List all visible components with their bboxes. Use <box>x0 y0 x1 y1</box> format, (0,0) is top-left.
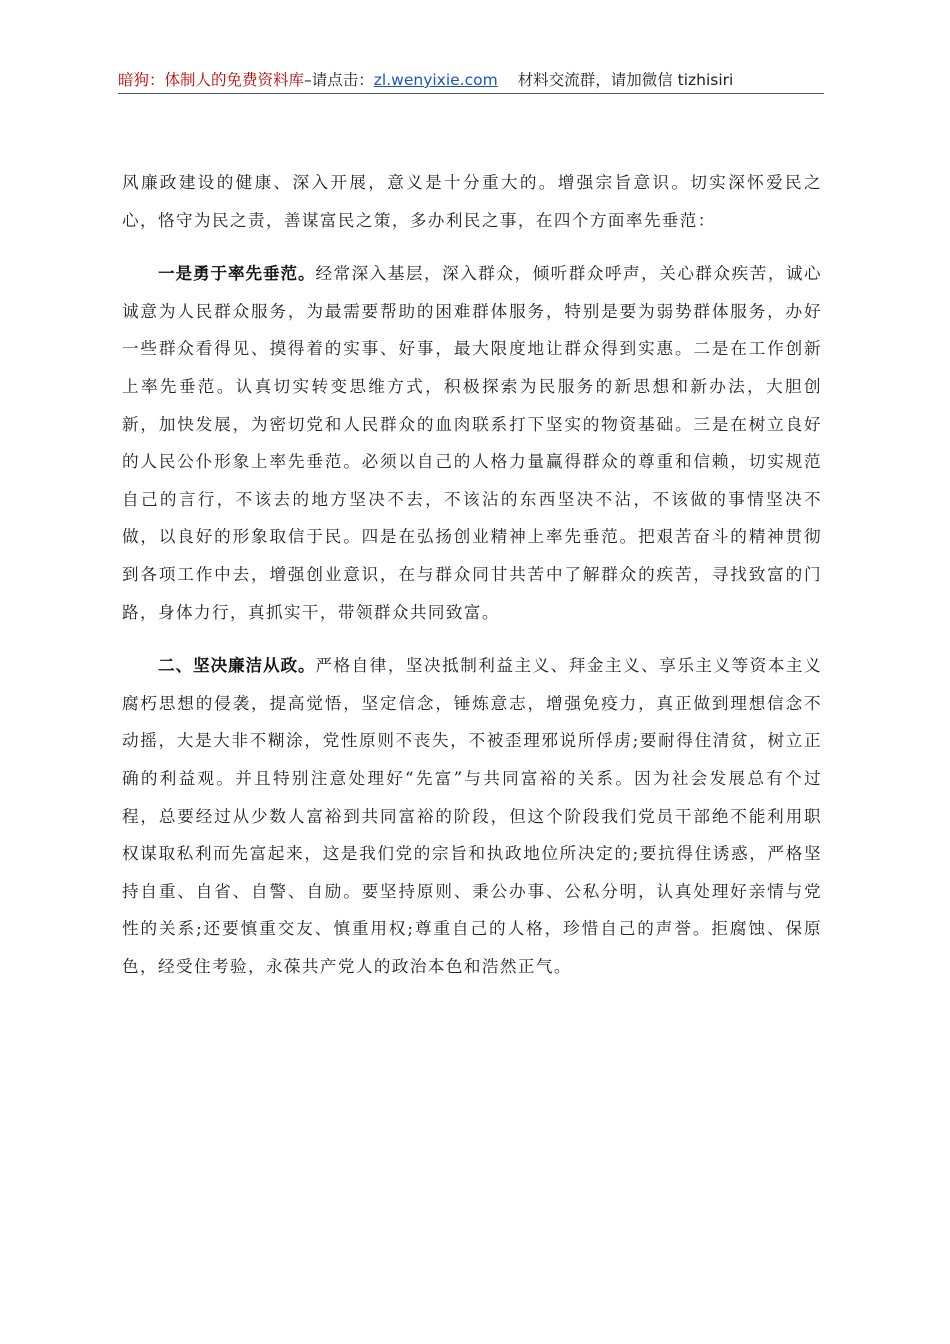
paragraph-heading: 一是勇于率先垂范。 <box>158 264 316 284</box>
paragraph-text: 风廉政建设的健康、深入开展，意义是十分重大的。增强宗旨意识。切实深怀爱民之心，恪守为民之责，善谋富民之策，多办利民之事，在四个方面率先垂范： <box>122 173 822 230</box>
paragraph-text: 经常深入基层，深入群众，倾听群众呼声，关心群众疾苦，诚心诚意为人民群众服务，为最需要帮助的困难群体服务，特别是要为弱势群体服务，办好一些群众看得见、摸得着的实事、好事，最大限度地让群众得到实惠。二是在工作创新上率先垂范。认真切实转变思维方式，积极探索为民服务的新思想和新办法，大胆创新，加快发展，为密切党和人民群众的血肉联系打下坚实的物资基础。三是在树立良好的人民公仆形象上率先垂范。必须以自己的人格力量赢得群众的尊重和信赖，切实规范自己的言行，不该去的地方坚决不去，不该沾的东西坚决不沾，不该做的事情坚决不做，以良好的形象取信于民。四是在弘扬创业精神上率先垂范。把艰苦奋斗的精神贯彻到各项工作中去，增强创业意识，在与群众同甘共苦中了解群众的疾苦，寻找致富的门路，身体力行，真抓实干，带领群众共同致富。 <box>122 264 822 622</box>
header-prompt: –请点击： <box>304 71 374 89</box>
document-body <box>122 164 822 985</box>
paragraph-lead-by-example <box>122 255 822 631</box>
header-wechat: 材料交流群，请加微信 tizhisiri <box>517 71 734 89</box>
header-link[interactable]: zl.wenyixie.com <box>373 71 498 89</box>
header-divider <box>118 93 824 94</box>
paragraph-heading: 二、坚决廉洁从政。 <box>158 656 316 676</box>
paragraph-continuation <box>122 164 822 239</box>
paragraph-clean-governance <box>122 647 822 985</box>
header-brand: 暗狗：体制人的免费资料库 <box>118 71 305 89</box>
page-header <box>118 68 824 92</box>
paragraph-text: 严格自律，坚决抵制利益主义、拜金主义、享乐主义等资本主义腐朽思想的侵袭，提高觉悟，坚定信念，锤炼意志，增强免疫力，真正做到理想信念不动摇，大是大非不糊涂，党性原则不丧失，不被歪理邪说所俘虏;要耐得住清贫，树立正确的利益观。并且特别注意处理好“先富”与共同富裕的关系。因为社会发展总有个过程，总要经过从少数人富裕到共同富裕的阶段，但这个阶段我们党员干部绝不能利用职权谋取私利而先富起来，这是我们党的宗旨和执政地位所决定的;要抗得住诱惑，严格坚持自重、自省、自警、自励。要坚持原则、秉公办事、公私分明，认真处理好亲情与党性的关系;还要慎重交友、慎重用权;尊重自己的人格，珍惜自己的声誉。拒腐蚀、保原色，经受住考验，永葆共产党人的政治本色和浩然正气。 <box>122 656 822 976</box>
